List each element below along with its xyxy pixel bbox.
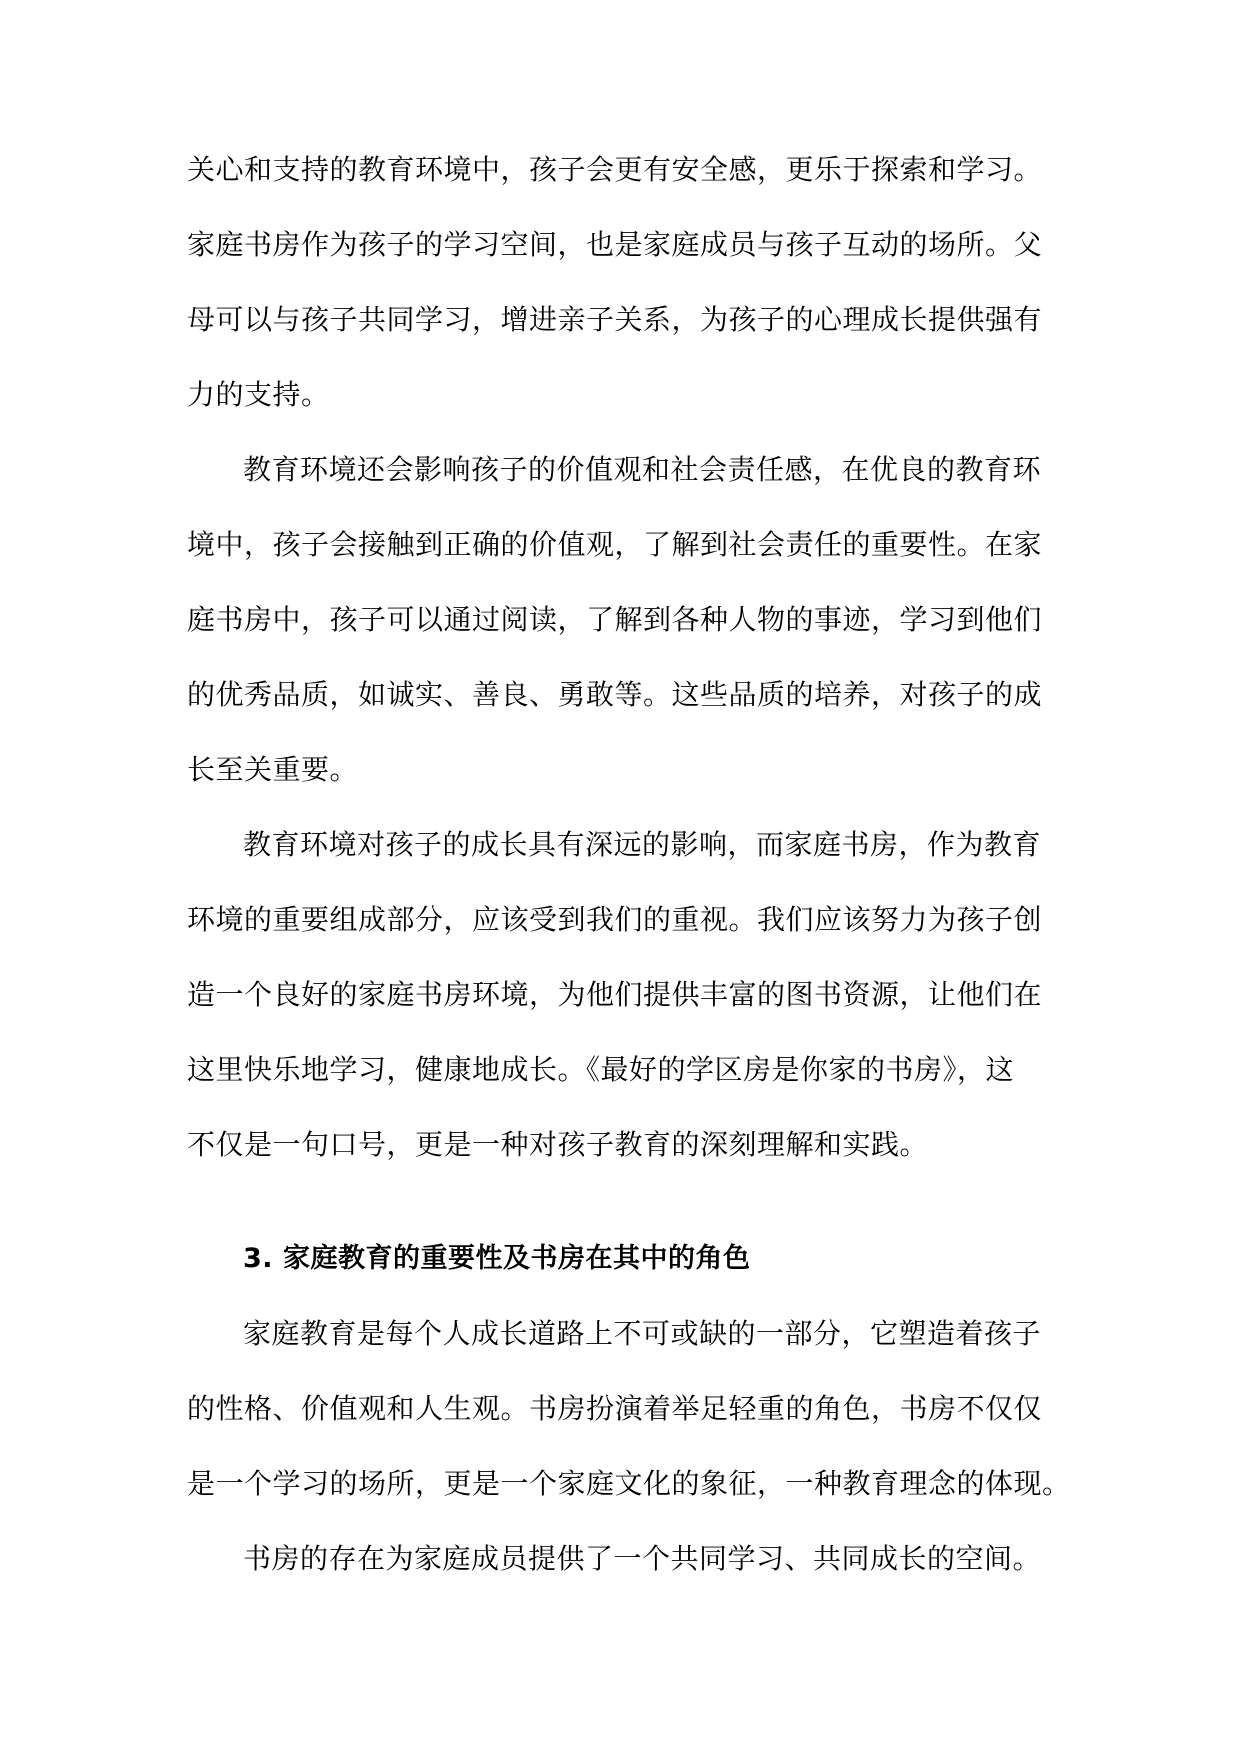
text-line: 造一个良好的家庭书房环境，为他们提供丰富的图书资源，让他们在 [187, 978, 1043, 1011]
text-line: 教育环境还会影响孩子的价值观和社会责任感，在优良的教育环 [243, 453, 1042, 486]
text-line: 关心和支持的教育环境中，孩子会更有安全感，更乐于探索和学习。 [187, 153, 1043, 186]
text-line: 的优秀品质，如诚实、善良、勇敢等。这些品质的培养，对孩子的成 [187, 678, 1043, 711]
paragraph-3 [187, 817, 1057, 1192]
text-line: 力的支持。 [187, 378, 330, 411]
text-line: 的性格、价值观和人生观。书房扮演着举足轻重的角色，书房不仅仅 [187, 1392, 1043, 1425]
text-line: 庭书房中，孩子可以通过阅读，了解到各种人物的事迹，学习到他们 [187, 603, 1043, 636]
text-line: 长至关重要。 [187, 753, 359, 786]
paragraph-4 [187, 1306, 1071, 1531]
text-line: 教育环境对孩子的成长具有深远的影响，而家庭书房，作为教育 [243, 828, 1042, 861]
paragraph-1 [187, 142, 1057, 442]
paragraph-2 [187, 442, 1057, 817]
document-body [187, 142, 1071, 1606]
paragraph-spacer [187, 1192, 1057, 1231]
text-line: 是一个学习的场所，更是一个家庭文化的象征，一种教育理念的体现。 [187, 1467, 1071, 1500]
paragraph-5 [187, 1531, 1057, 1606]
text-line: 书房的存在为家庭成员提供了一个共同学习、共同成长的空间。 [243, 1542, 1042, 1575]
section-heading: 3. 家庭教育的重要性及书房在其中的角色 [243, 1243, 751, 1274]
text-line: 这里快乐地学习，健康地成长。《最好的学区房是你家的书房》，这 [187, 1053, 1015, 1086]
text-line: 家庭书房作为孩子的学习空间，也是家庭成员与孩子互动的场所。父 [187, 228, 1043, 261]
text-line: 家庭教育是每个人成长道路上不可或缺的一部分，它塑造着孩子 [243, 1317, 1042, 1350]
text-line: 环境的重要组成部分，应该受到我们的重视。我们应该努力为孩子创 [187, 903, 1043, 936]
text-line: 境中，孩子会接触到正确的价值观，了解到社会责任的重要性。在家 [187, 528, 1043, 561]
text-line: 不仅是一句口号，更是一种对孩子教育的深刻理解和实践。 [187, 1128, 929, 1161]
text-line: 母可以与孩子共同学习，增进亲子关系，为孩子的心理成长提供强有 [187, 303, 1043, 336]
